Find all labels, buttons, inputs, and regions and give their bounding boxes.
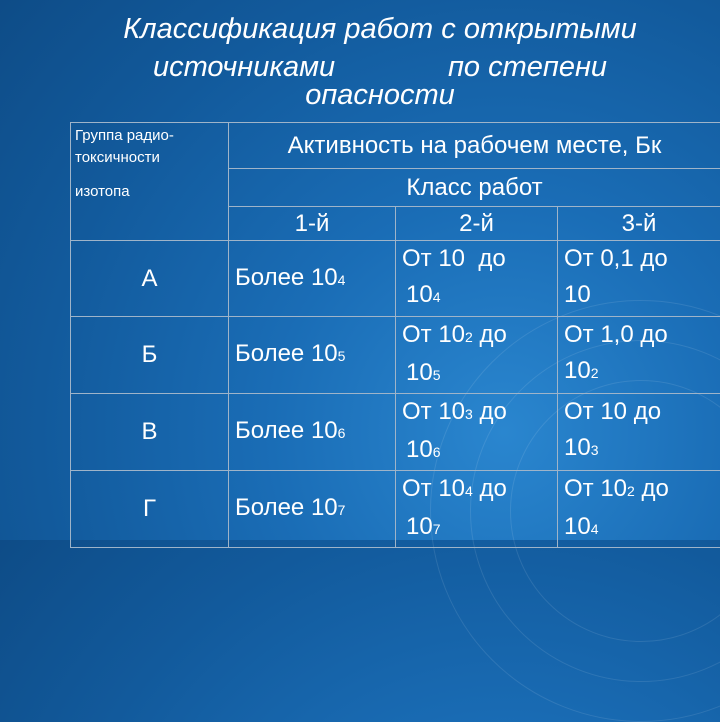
class1-cell: Более 104: [229, 241, 396, 317]
group-cell: А: [71, 241, 229, 317]
class3-cell: От 10 до 103: [558, 394, 720, 471]
class3-cell: От 1,0 до 102: [558, 317, 720, 394]
group-cell: Б: [71, 317, 229, 394]
class1-cell: Более 106: [229, 394, 396, 471]
class2-cell: От 102 до 105: [396, 317, 558, 394]
activity-header: Активность на рабочем месте, Бк: [229, 123, 720, 169]
class-col-3: 3-й: [558, 207, 720, 241]
table-row: [71, 471, 720, 548]
class-header: Класс работ: [229, 169, 720, 207]
class3-cell: От 0,1 до 10: [558, 241, 720, 317]
class2-cell: От 104 до 107: [396, 471, 558, 548]
table-row: [71, 394, 720, 471]
class3-cell: От 102 до 104: [558, 471, 720, 548]
class-col-1: 1-й: [229, 207, 396, 241]
class-col-2: 2-й: [396, 207, 558, 241]
class1-cell: Более 107: [229, 471, 396, 548]
group-cell: Г: [71, 471, 229, 548]
title-line-2: источниками по степени: [60, 48, 700, 86]
classification-table: [70, 122, 720, 548]
class2-cell: От 103 до 106: [396, 394, 558, 471]
title-line-3: опасности: [60, 76, 700, 114]
group-header: Группа радио- токсичности изотопа: [71, 123, 229, 241]
title-line-1: Классификация работ с открытыми: [60, 10, 700, 48]
slide-title: [60, 10, 700, 114]
table-row: [71, 241, 720, 317]
table-row: [71, 317, 720, 394]
group-cell: В: [71, 394, 229, 471]
class1-cell: Более 105: [229, 317, 396, 394]
class2-cell: От 10 до 104: [396, 241, 558, 317]
